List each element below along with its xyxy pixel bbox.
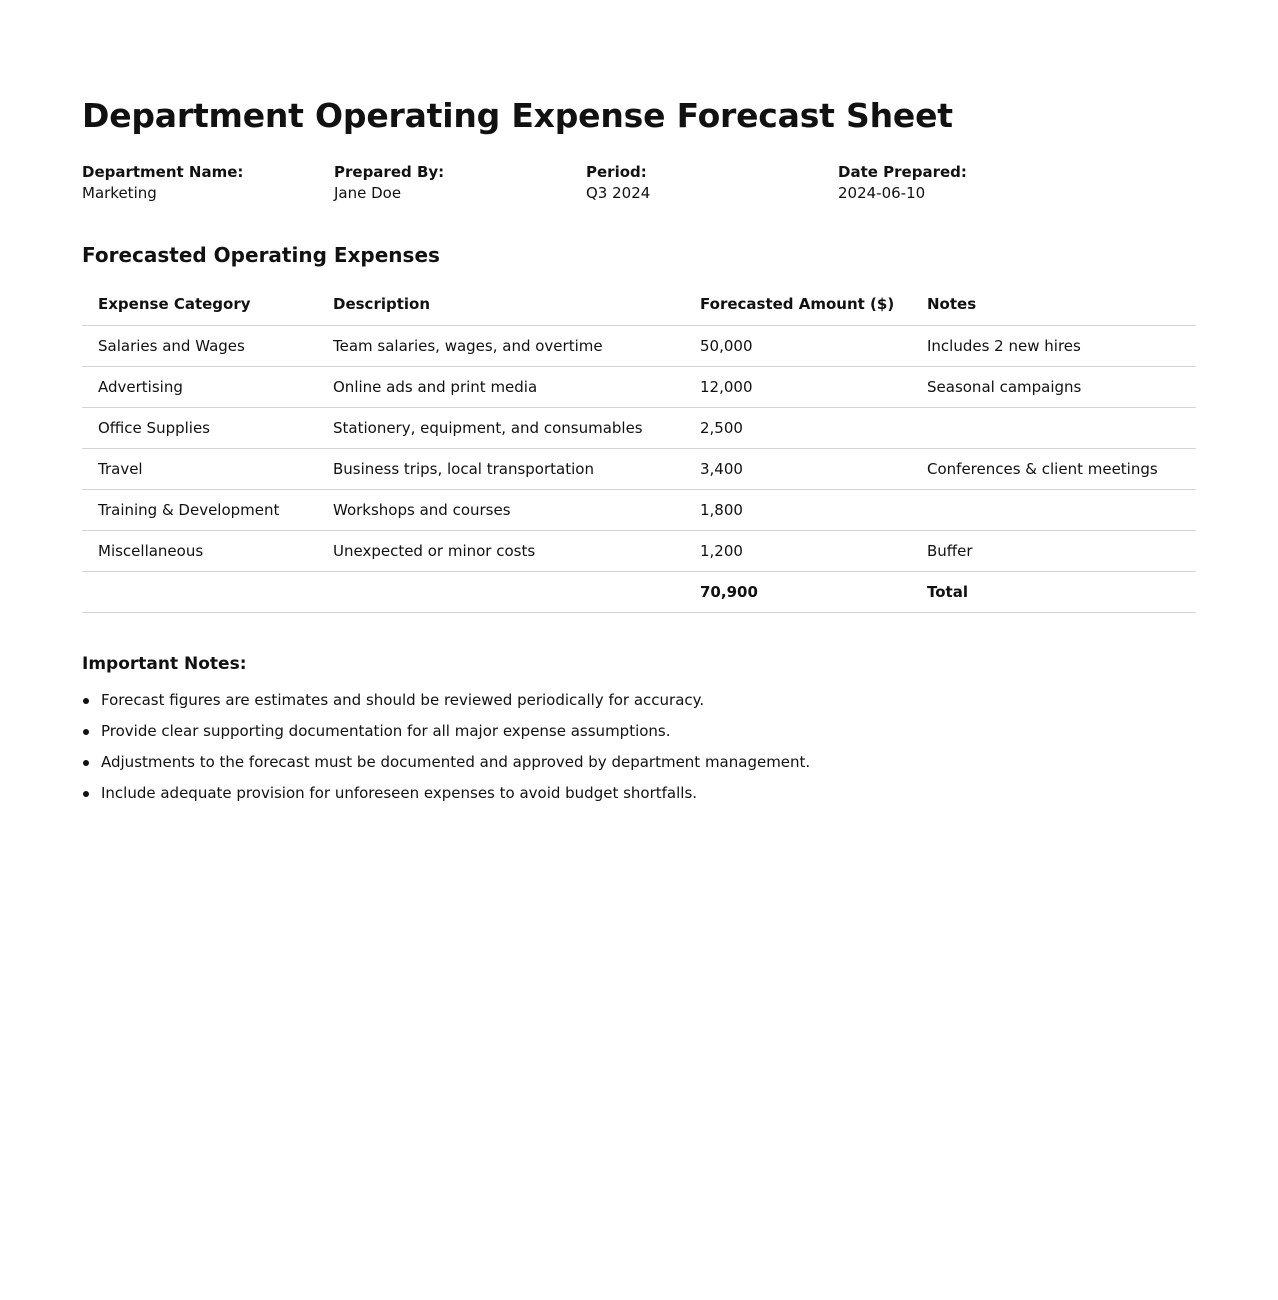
table-row [82,366,1196,407]
cell-amount: 50,000 [684,325,911,366]
note-text: Forecast figures are estimates and should be reviewed periodically for accuracy. [101,690,705,709]
page-title: Department Operating Expense Forecast Sheet [82,96,953,135]
table-row [82,407,1196,448]
list-item [82,778,1196,809]
cell-notes: Buffer [911,530,1196,571]
bullet-icon [83,698,89,704]
bullet-icon [83,760,89,766]
meta-info [82,162,1196,204]
bullet-icon [83,791,89,797]
column-header-amount: Forecasted Amount ($) [684,284,911,325]
meta-label: Prepared By: [334,163,445,181]
cell-category: Office Supplies [82,407,317,448]
meta-value: Marketing [82,184,157,202]
table-header-row [82,284,1196,325]
cell-notes: Includes 2 new hires [911,325,1196,366]
cell-category: Miscellaneous [82,530,317,571]
note-text: Provide clear supporting documentation for all major expense assumptions. [101,721,671,740]
cell-amount: 12,000 [684,366,911,407]
list-item [82,747,1196,778]
meta-value: Q3 2024 [586,184,651,202]
cell-amount: 1,200 [684,530,911,571]
table-row [82,325,1196,366]
cell-empty [82,571,317,612]
meta-label: Period: [586,163,647,181]
meta-value: 2024-06-10 [838,184,926,202]
cell-category: Advertising [82,366,317,407]
meta-department [82,162,334,204]
list-item [82,685,1196,716]
total-label: Total [911,571,1196,612]
cell-description: Online ads and print media [317,366,684,407]
bullet-icon [83,729,89,735]
cell-description: Team salaries, wages, and overtime [317,325,684,366]
total-row [82,571,1196,612]
meta-label: Department Name: [82,163,244,181]
meta-period [586,162,838,204]
cell-description: Business trips, local transportation [317,448,684,489]
meta-date-prepared [838,162,1090,204]
cell-notes [911,407,1196,448]
cell-amount: 1,800 [684,489,911,530]
meta-label: Date Prepared: [838,163,967,181]
cell-amount: 3,400 [684,448,911,489]
table-row [82,489,1196,530]
meta-value: Jane Doe [334,184,402,202]
note-text: Include adequate provision for unforeseen expenses to avoid budget shortfalls. [101,783,698,802]
meta-prepared-by [334,162,586,204]
table-row [82,448,1196,489]
list-item [82,716,1196,747]
cell-description: Workshops and courses [317,489,684,530]
column-header-notes: Notes [911,284,1196,325]
total-amount: 70,900 [684,571,911,612]
cell-description: Unexpected or minor costs [317,530,684,571]
notes-list [82,685,1196,809]
forecast-sheet [82,92,1196,809]
cell-notes: Conferences & client meetings [911,448,1196,489]
cell-empty [317,571,684,612]
section-title: Forecasted Operating Expenses [82,243,440,267]
cell-notes: Seasonal campaigns [911,366,1196,407]
cell-category: Training & Development [82,489,317,530]
notes-title: Important Notes: [82,653,247,674]
cell-category: Salaries and Wages [82,325,317,366]
expense-table [82,284,1196,613]
table-row [82,530,1196,571]
column-header-description: Description [317,284,684,325]
cell-category: Travel [82,448,317,489]
column-header-category: Expense Category [82,284,317,325]
cell-description: Stationery, equipment, and consumables [317,407,684,448]
cell-notes [911,489,1196,530]
cell-amount: 2,500 [684,407,911,448]
note-text: Adjustments to the forecast must be documented and approved by department management. [101,752,811,771]
